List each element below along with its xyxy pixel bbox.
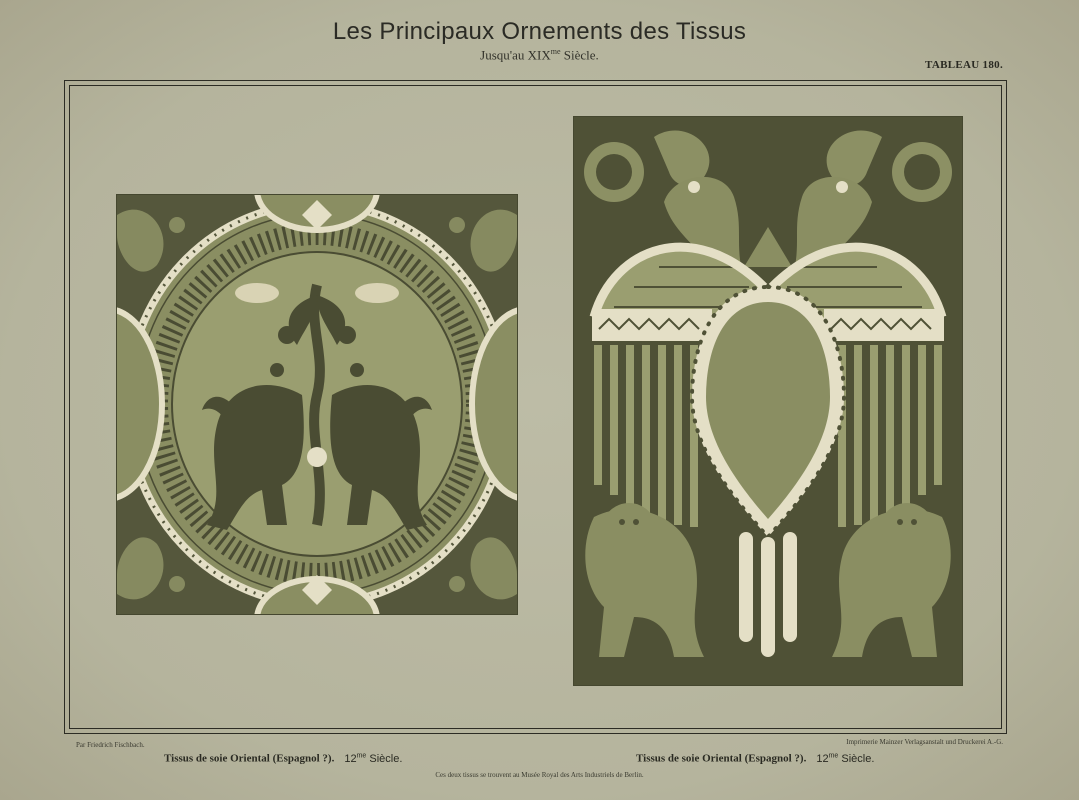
textile-double-headed-eagle-icon (574, 117, 962, 685)
subtitle-sup: me (550, 47, 561, 56)
caption-right (636, 752, 874, 765)
textile-left (117, 195, 517, 614)
caption-left-century (344, 753, 402, 765)
printer-credit: Imprimerie Mainzer Verlagsanstalt und Druckerei A.-G. (846, 738, 1003, 746)
caption-left-century-num: 12 (344, 752, 357, 765)
plate-subtitle (0, 47, 1079, 63)
caption-left-century-sup: me (356, 752, 367, 759)
subtitle-suffix: Siècle. (560, 47, 599, 63)
textile-roundel-lions-icon (117, 195, 517, 614)
plate-title: Les Principaux Ornements des Tissus (332, 18, 747, 45)
caption-right-title: Tissus de soie Oriental (Espagnol ?). (636, 752, 807, 765)
caption-right-century-num: 12 (816, 752, 829, 765)
plate-number: TABLEAU 180. (925, 59, 1003, 71)
caption-left-century-suffix: Siècle. (366, 752, 403, 765)
textile-right (574, 117, 962, 685)
caption-right-century-sup: me (828, 752, 839, 759)
caption-left (164, 752, 402, 765)
author-credit: Par Friedrich Fischbach. (76, 741, 145, 749)
subtitle-prefix: Jusqu'au (480, 47, 528, 63)
caption-left-title: Tissus de soie Oriental (Espagnol ?). (164, 752, 335, 765)
caption-right-century (816, 753, 874, 765)
footnote: Ces deux tissus se trouvent au Musée Royal des Arts Industriels de Berlin. (435, 771, 644, 779)
caption-right-century-suffix: Siècle. (838, 752, 875, 765)
subtitle-roman: XIX (527, 47, 551, 63)
